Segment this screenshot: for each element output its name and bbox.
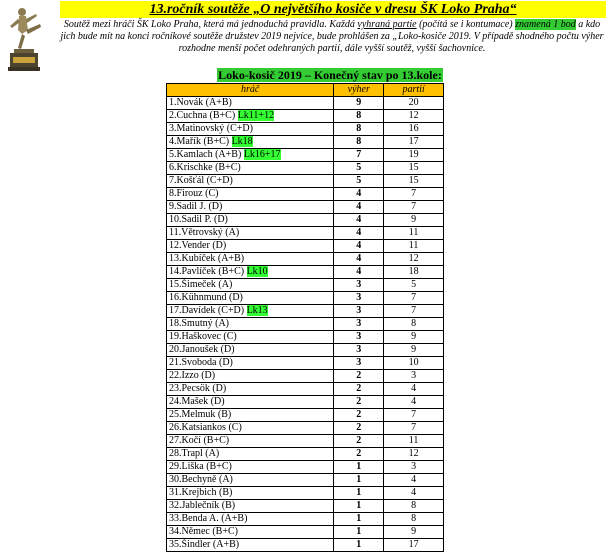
games-cell: 15 — [384, 162, 444, 175]
table-row — [167, 279, 444, 292]
table-row — [167, 162, 444, 175]
games-cell: 15 — [384, 175, 444, 188]
player-cell — [167, 344, 334, 357]
player-name: 9.Sadil J. (D) — [169, 201, 223, 212]
wins-cell: 2 — [334, 435, 384, 448]
table-row — [167, 305, 444, 318]
standings-table — [166, 83, 444, 552]
wins-cell: 3 — [334, 357, 384, 370]
games-cell: 11 — [384, 240, 444, 253]
games-cell: 7 — [384, 409, 444, 422]
wins-cell: 5 — [334, 175, 384, 188]
games-cell: 7 — [384, 292, 444, 305]
player-cell — [167, 331, 334, 344]
player-cell — [167, 370, 334, 383]
games-cell: 7 — [384, 422, 444, 435]
games-cell: 4 — [384, 487, 444, 500]
table-row — [167, 97, 444, 110]
player-name: 2.Cuchna (B+C) — [169, 110, 236, 121]
wins-cell: 4 — [334, 188, 384, 201]
wins-cell: 8 — [334, 136, 384, 149]
player-name: 7.Košťál (C+D) — [169, 175, 233, 186]
table-row — [167, 435, 444, 448]
rules-paragraph — [60, 19, 604, 55]
wins-cell: 1 — [334, 526, 384, 539]
player-name: 23.Pecsök (D) — [169, 383, 227, 394]
games-cell: 11 — [384, 227, 444, 240]
wins-cell: 4 — [334, 201, 384, 214]
player-cell — [167, 539, 334, 552]
table-row — [167, 344, 444, 357]
player-cell — [167, 240, 334, 253]
player-name: 15.Šimeček (A) — [169, 279, 233, 290]
wins-cell: 3 — [334, 279, 384, 292]
player-cell — [167, 97, 334, 110]
games-cell: 17 — [384, 136, 444, 149]
player-cell — [167, 500, 334, 513]
wins-cell: 2 — [334, 396, 384, 409]
player-name: 34.Němec (B+C) — [169, 526, 238, 537]
table-row — [167, 500, 444, 513]
player-cell — [167, 422, 334, 435]
table-row — [167, 409, 444, 422]
rules-text-2: (počítá se i kontumace) — [416, 19, 516, 30]
table-row — [167, 214, 444, 227]
table-row — [167, 227, 444, 240]
games-cell: 20 — [384, 97, 444, 110]
player-name: 20.Janoušek (D) — [169, 344, 235, 355]
games-cell: 12 — [384, 448, 444, 461]
player-cell — [167, 461, 334, 474]
games-cell: 4 — [384, 474, 444, 487]
games-cell: 12 — [384, 110, 444, 123]
wins-cell: 5 — [334, 162, 384, 175]
player-cell — [167, 318, 334, 331]
games-cell: 7 — [384, 305, 444, 318]
player-name: 33.Benda A. (A+B) — [169, 513, 248, 524]
games-cell: 4 — [384, 396, 444, 409]
player-name: 32.Jablečník (B) — [169, 500, 236, 511]
wins-cell: 1 — [334, 513, 384, 526]
player-cell — [167, 513, 334, 526]
table-row — [167, 175, 444, 188]
player-cell — [167, 175, 334, 188]
wins-cell: 3 — [334, 344, 384, 357]
games-cell: 8 — [384, 500, 444, 513]
player-cell — [167, 279, 334, 292]
player-name: 31.Krejbich (B) — [169, 487, 233, 498]
player-cell — [167, 253, 334, 266]
player-badge: Lk18 — [231, 136, 253, 147]
player-name: 29.Liška (B+C) — [169, 461, 232, 472]
player-cell — [167, 201, 334, 214]
wins-cell: 3 — [334, 292, 384, 305]
trophy-icon — [4, 6, 46, 72]
rules-text-3: a kdo jich bude mít na konci ročníkové soutěže družstev 2019 nejvíce, bude prohlášen za „Loko-kosiče 2019. V případě shodného počtu výher rozhodne menší počet odehraných partií, dále vyšší soutěž, vyšší šachovnice. — [60, 19, 604, 54]
games-cell: 19 — [384, 149, 444, 162]
table-header-row — [167, 84, 444, 97]
player-cell — [167, 188, 334, 201]
rules-point-highlight: znamená 1 bod — [515, 19, 576, 30]
table-row — [167, 318, 444, 331]
header-player: hráč — [167, 84, 334, 97]
wins-cell: 3 — [334, 318, 384, 331]
table-row — [167, 266, 444, 279]
player-cell — [167, 266, 334, 279]
table-row — [167, 240, 444, 253]
table-row — [167, 539, 444, 552]
player-name: 21.Svoboda (D) — [169, 357, 233, 368]
table-row — [167, 136, 444, 149]
games-cell: 4 — [384, 383, 444, 396]
player-name: 35.Šindler (A+B) — [169, 539, 240, 550]
wins-cell: 7 — [334, 149, 384, 162]
games-cell: 8 — [384, 318, 444, 331]
standings-subtitle: Loko-kosič 2019 – Konečný stav po 13.kole: — [218, 68, 442, 82]
table-row — [167, 487, 444, 500]
player-cell — [167, 383, 334, 396]
player-name: 27.Kočí (B+C) — [169, 435, 230, 446]
wins-cell: 1 — [334, 539, 384, 552]
wins-cell: 4 — [334, 214, 384, 227]
table-row — [167, 422, 444, 435]
table-row — [167, 461, 444, 474]
table-row — [167, 474, 444, 487]
player-name: 4.Mařík (B+C) — [169, 136, 230, 147]
player-name: 11.Větrovský (A) — [169, 227, 240, 238]
table-row — [167, 201, 444, 214]
table-row — [167, 292, 444, 305]
rules-winning-game: vyhraná partie — [357, 19, 417, 30]
player-name: 10.Sadil P. (D) — [169, 214, 228, 225]
table-row — [167, 526, 444, 539]
wins-cell: 4 — [334, 266, 384, 279]
page-title — [60, 1, 606, 18]
games-cell: 10 — [384, 357, 444, 370]
player-name: 18.Smutný (A) — [169, 318, 229, 329]
games-cell: 3 — [384, 461, 444, 474]
header-wins: výher — [334, 84, 384, 97]
player-badge: Lk13 — [246, 305, 268, 316]
wins-cell: 1 — [334, 487, 384, 500]
player-cell — [167, 474, 334, 487]
wins-cell: 1 — [334, 500, 384, 513]
player-cell — [167, 149, 334, 162]
games-cell: 11 — [384, 435, 444, 448]
player-name: 25.Melmuk (B) — [169, 409, 232, 420]
wins-cell: 8 — [334, 123, 384, 136]
wins-cell: 8 — [334, 110, 384, 123]
games-cell: 7 — [384, 188, 444, 201]
table-row — [167, 253, 444, 266]
games-cell: 3 — [384, 370, 444, 383]
games-cell: 9 — [384, 214, 444, 227]
player-cell — [167, 123, 334, 136]
player-name: 28.Trapl (A) — [169, 448, 220, 459]
player-cell — [167, 162, 334, 175]
player-cell — [167, 526, 334, 539]
table-row — [167, 188, 444, 201]
games-cell: 9 — [384, 331, 444, 344]
player-name: 26.Katsiankos (C) — [169, 422, 242, 433]
player-cell — [167, 214, 334, 227]
player-name: 6.Krischke (B+C) — [169, 162, 241, 173]
table-row — [167, 448, 444, 461]
wins-cell: 2 — [334, 383, 384, 396]
games-cell: 9 — [384, 526, 444, 539]
player-badge: Lk16+17 — [243, 149, 281, 160]
games-cell: 18 — [384, 266, 444, 279]
games-cell: 7 — [384, 201, 444, 214]
wins-cell: 2 — [334, 448, 384, 461]
player-cell — [167, 409, 334, 422]
player-name: 22.Izzo (D) — [169, 370, 216, 381]
wins-cell: 3 — [334, 331, 384, 344]
player-name: 14.Pavlíček (B+C) — [169, 266, 245, 277]
table-row — [167, 149, 444, 162]
player-cell — [167, 357, 334, 370]
table-row — [167, 123, 444, 136]
games-cell: 17 — [384, 539, 444, 552]
player-cell — [167, 292, 334, 305]
player-cell — [167, 305, 334, 318]
games-cell: 8 — [384, 513, 444, 526]
wins-cell: 4 — [334, 253, 384, 266]
wins-cell: 2 — [334, 422, 384, 435]
wins-cell: 4 — [334, 227, 384, 240]
player-badge: Lk10 — [246, 266, 268, 277]
player-cell — [167, 448, 334, 461]
wins-cell: 1 — [334, 461, 384, 474]
games-cell: 16 — [384, 123, 444, 136]
player-name: 3.Matinovský (C+D) — [169, 123, 253, 134]
player-cell — [167, 136, 334, 149]
player-cell — [167, 396, 334, 409]
games-cell: 12 — [384, 253, 444, 266]
player-name: 17.Davídek (C+D) — [169, 305, 245, 316]
player-cell — [167, 110, 334, 123]
table-row — [167, 370, 444, 383]
table-row — [167, 110, 444, 123]
wins-cell: 2 — [334, 370, 384, 383]
player-name: 16.Kühnmund (D) — [169, 292, 243, 303]
player-name: 30.Bechyně (A) — [169, 474, 233, 485]
header-games: partií — [384, 84, 444, 97]
table-row — [167, 396, 444, 409]
player-cell — [167, 435, 334, 448]
wins-cell: 3 — [334, 305, 384, 318]
page-title-text: 13.ročník soutěže „O největšího kosiče v dresu ŠK Loko Praha“ — [146, 2, 519, 17]
table-row — [167, 383, 444, 396]
table-row — [167, 357, 444, 370]
wins-cell: 1 — [334, 474, 384, 487]
wins-cell: 9 — [334, 97, 384, 110]
player-cell — [167, 487, 334, 500]
games-cell: 5 — [384, 279, 444, 292]
player-cell — [167, 227, 334, 240]
player-name: 1.Novák (A+B) — [169, 97, 232, 108]
player-name: 13.Kubíček (A+B) — [169, 253, 245, 264]
rules-text-1: Soutěž mezi hráči ŠK Loko Praha, která má jednoduchá pravidla. Každá — [63, 19, 358, 30]
player-name: 12.Vender (D) — [169, 240, 227, 251]
games-cell: 9 — [384, 344, 444, 357]
player-badge: Lk11+12 — [237, 110, 275, 121]
table-row — [167, 513, 444, 526]
table-row — [167, 331, 444, 344]
wins-cell: 4 — [334, 240, 384, 253]
player-name: 19.Haškovec (C) — [169, 331, 237, 342]
player-name: 8.Firouz (C) — [169, 188, 219, 199]
player-name: 24.Mašek (D) — [169, 396, 225, 407]
player-name: 5.Kamlach (A+B) — [169, 149, 242, 160]
wins-cell: 2 — [334, 409, 384, 422]
